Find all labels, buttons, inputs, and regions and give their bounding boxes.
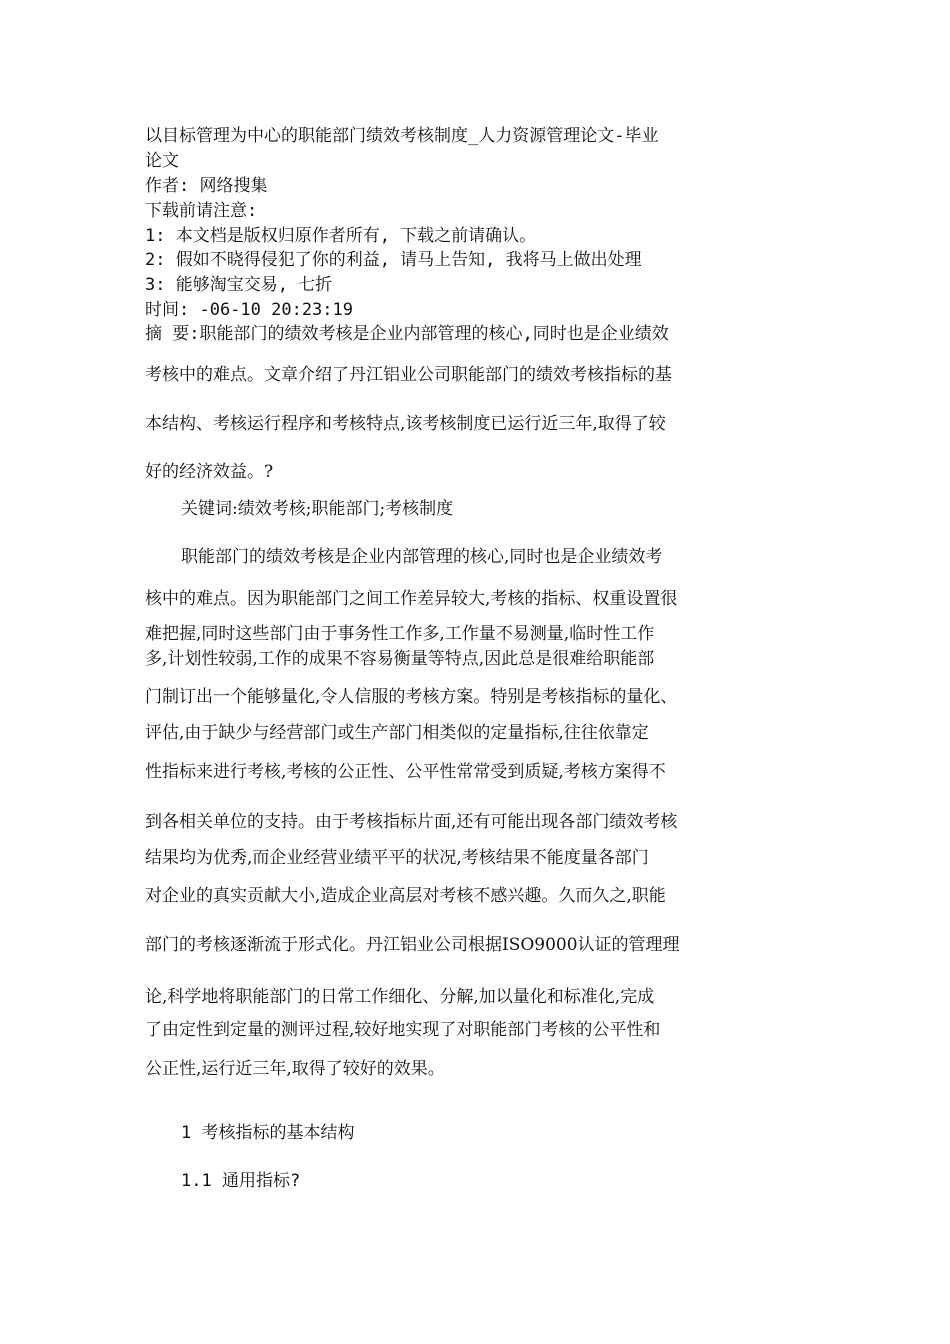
body-line: 了由定性到定量的测评过程,较好地实现了对职能部门考核的公平性和 xyxy=(145,1020,661,1040)
author-line: 作者: 网络搜集 xyxy=(145,176,268,196)
body-line: 职能部门的绩效考核是企业内部管理的核心,同时也是企业绩效考 xyxy=(181,547,663,567)
keywords-line: 关键词:绩效考核;职能部门;考核制度 xyxy=(181,499,454,519)
body-line: 到各相关单位的支持。由于考核指标片面,还有可能出现各部门绩效考核 xyxy=(145,812,678,832)
body-line: 结果均为优秀,而企业经营业绩平平的状况,考核结果不能度量各部门 xyxy=(145,848,649,868)
section-heading: 1 考核指标的基本结构 xyxy=(181,1123,355,1143)
notice-item: 3: 能够淘宝交易, 七折 xyxy=(145,275,333,295)
body-line: 核中的难点。因为职能部门之间工作差异较大,考核的指标、权重设置很 xyxy=(145,589,678,609)
body-line: 评估,由于缺少与经营部门或生产部门相类似的定量指标,往往依靠定 xyxy=(145,723,649,743)
abstract-line: 好的经济效益。? xyxy=(145,462,274,482)
notice-header: 下载前请注意: xyxy=(145,201,258,221)
time-line: 时间: -06-10 20:23:19 xyxy=(145,300,353,320)
abstract-line: 本结构、考核运行程序和考核特点,该考核制度已运行近三年,取得了较 xyxy=(145,414,666,434)
body-line: 门制订出一个能够量化,令人信服的考核方案。特别是考核指标的量化、 xyxy=(145,687,678,707)
abstract-line: 摘 要:职能部门的绩效考核是企业内部管理的核心,同时也是企业绩效 xyxy=(145,324,669,344)
body-line: 多,计划性较弱,工作的成果不容易衡量等特点,因此总是很难给职能部 xyxy=(145,649,655,669)
notice-item: 2: 假如不晓得侵犯了你的利益, 请马上告知, 我将马上做出处理 xyxy=(145,250,642,270)
abstract-line: 考核中的难点。文章介绍了丹江铝业公司职能部门的绩效考核指标的基 xyxy=(145,365,672,385)
doc-title-line-1: 以目标管理为中心的职能部门绩效考核制度_人力资源管理论文-毕业 xyxy=(145,126,659,146)
subsection-heading: 1.1 通用指标? xyxy=(181,1171,301,1191)
body-line: 对企业的真实贡献大小,造成企业高层对考核不感兴趣。久而久之,职能 xyxy=(145,886,666,906)
body-line: 难把握,同时这些部门由于事务性工作多,工作量不易测量,临时性工作 xyxy=(145,624,655,644)
doc-title-line-2: 论文 xyxy=(145,151,179,171)
body-line: 性指标来进行考核,考核的公正性、公平性常常受到质疑,考核方案得不 xyxy=(145,762,666,782)
body-line: 部门的考核逐渐流于形式化。丹江铝业公司根据ISO9000认证的管理理 xyxy=(145,935,680,955)
body-line: 论,科学地将职能部门的日常工作细化、分解,加以量化和标准化,完成 xyxy=(145,987,655,1007)
notice-item: 1: 本文档是版权归原作者所有, 下载之前请确认。 xyxy=(145,226,537,246)
body-line: 公正性,运行近三年,取得了较好的效果。 xyxy=(145,1059,445,1079)
